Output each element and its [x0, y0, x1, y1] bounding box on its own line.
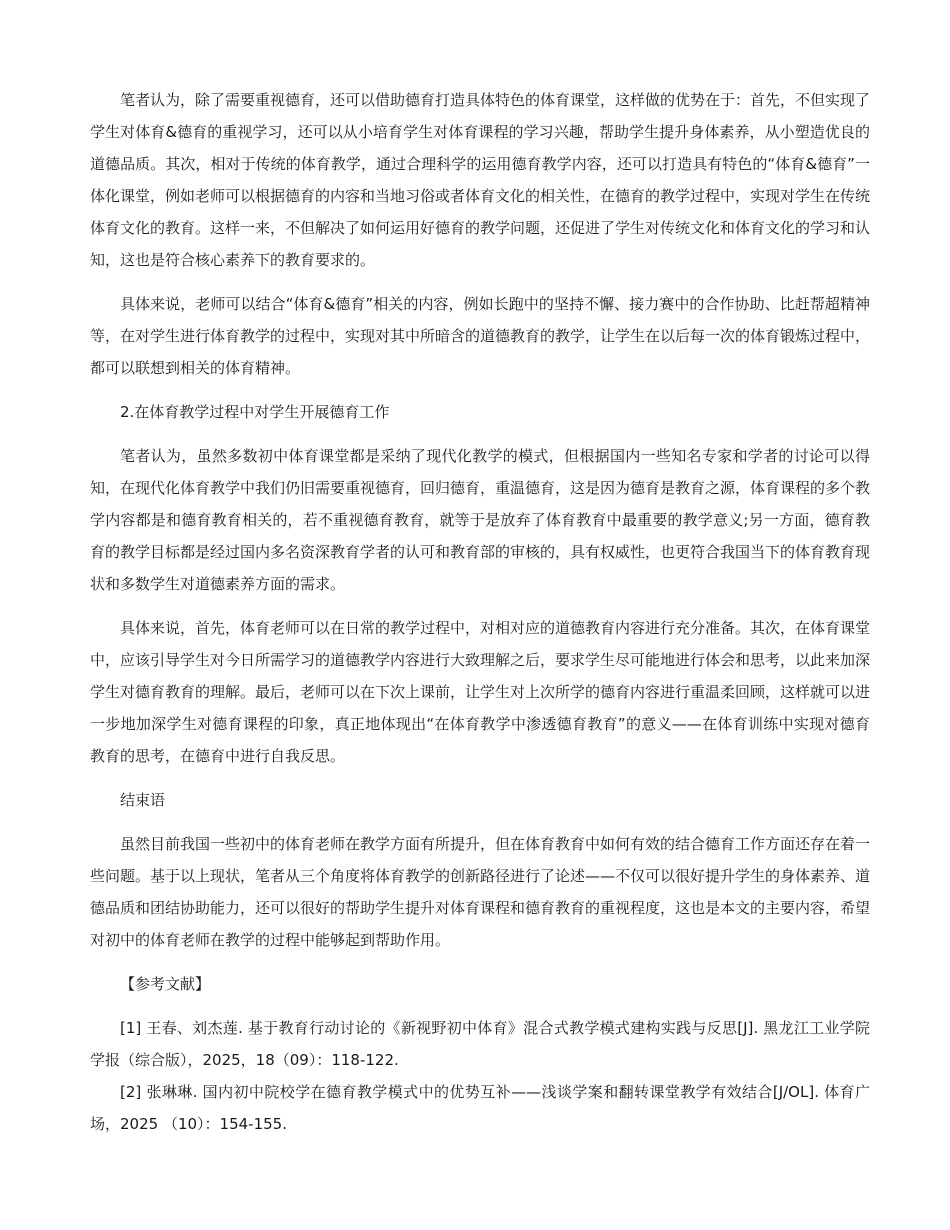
paragraph-5: 虽然目前我国一些初中的体育老师在教学方面有所提升，但在体育教育中如何有效的结合德育工作方面还存在着一些问题。基于以上现状，笔者从三个角度将体育教学的创新路径进行了论述——不仅可以很好提升学生的身体素养、道德品质和团结协助能力，还可以很好的帮助学生提升对体育课程和德育教育的重视程度，这也是本文的主要内容，希望对初中的体育老师在教学的过程中能够起到帮助作用。 [90, 835, 871, 949]
paragraph-1: 笔者认为，除了需要重视德育，还可以借助德育打造具体特色的体育课堂，这样做的优势在于：首先，不但实现了学生对体育&德育的重视学习，还可以从小培育学生对体育课程的学习兴趣，帮助学生提升身体素养，从小塑造优良的道德品质。其次，相对于传统的体育教学，通过合理科学的运用德育教学内容，还可以打造具有特色的“体育&德育”一体化课堂，例如老师可以根据德育的内容和当地习俗或者体育文化的相关性，在德育的教学过程中，实现对学生在传统体育文化的教育。这样一来，不但解决了如何运用好德育的教学问题，还促进了学生对传统文化和体育文化的学习和认知，这也是符合核心素养下的教育要求的。 [90, 91, 871, 269]
paragraph-4: 具体来说，首先，体育老师可以在日常的教学过程中，对相对应的道德教育内容进行充分准备。其次，在体育课堂中，应该引导学生对今日所需学习的道德教学内容进行大致理解之后，要求学生尽可能地进行体会和思考，以此来加深学生对德育教育的理解。最后，老师可以在下次上课前，让学生对上次所学的德育内容进行重温柔回顾，这样就可以进一步地加深学生对德育课程的印象，真正地体现出“在体育教学中渗透德育教育”的意义——在体育训练中实现对德育教育的思考，在德育中进行自我反思。 [90, 619, 871, 765]
section-heading-2: 2.在体育教学过程中对学生开展德育工作 [120, 403, 390, 421]
paragraph-2: 具体来说，老师可以结合“体育&德育”相关的内容，例如长跑中的坚持不懈、接力赛中的合作协助、比赶帮超精神等，在对学生进行体育教学的过程中，实现对其中所暗含的道德教育的教学，让学生在以后每一次的体育锻炼过程中，都可以联想到相关的体育精神。 [90, 295, 871, 377]
document-body [90, 84, 870, 1140]
references-heading: 【参考文献】 [120, 975, 211, 993]
reference-item-2: [2] 张琳琳. 国内初中院校学在德育教学模式中的优势互补——浅谈学案和翻转课堂教学有效结合[J/OL]. 体育广场，2025 （10）：154-155. [90, 1083, 870, 1133]
conclusion-heading: 结束语 [120, 791, 166, 809]
paragraph-3: 笔者认为，虽然多数初中体育课堂都是采纳了现代化教学的模式，但根据国内一些知名专家和学者的讨论可以得知，在现代化体育教学中我们仍旧需要重视德育，回归德育，重温德育，这是因为德育是教育之源，体育课程的多个教学内容都是和德育教育相关的，若不重视德育教育，就等于是放弃了体育教育中最重要的教学意义;另一方面，德育教育的教学目标都是经过国内多名资深教育学者的认可和教育部的审核的，具有权威性，也更符合我国当下的体育教育现状和多数学生对道德素养方面的需求。 [90, 447, 871, 593]
reference-item-1: [1] 王春、刘杰莲. 基于教育行动讨论的《新视野初中体育》混合式教学模式建构实践与反思[J]. 黑龙江工业学院学报（综合版），2025，18（09）：118-122. [90, 1019, 870, 1069]
